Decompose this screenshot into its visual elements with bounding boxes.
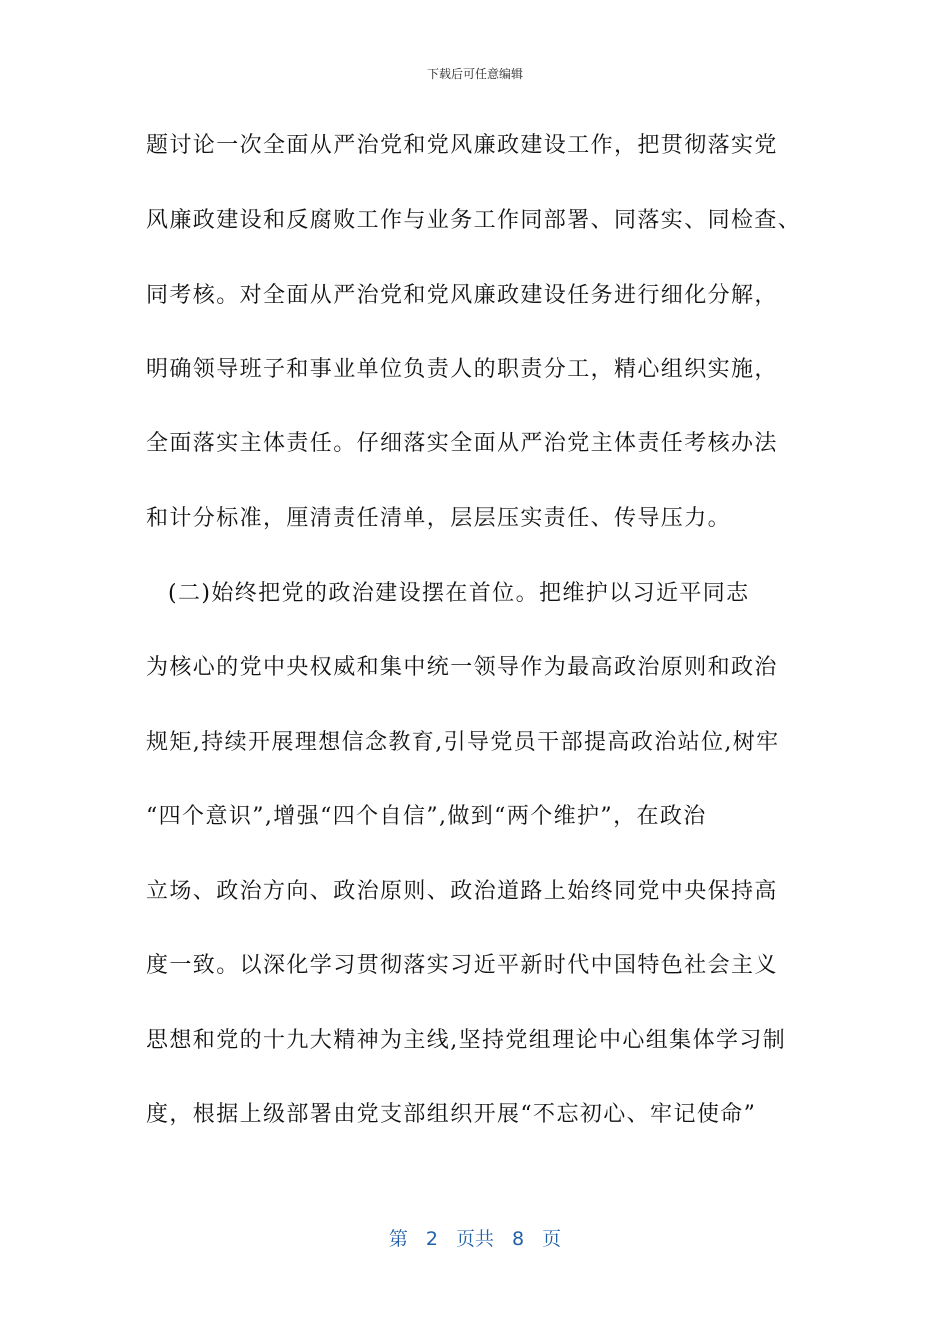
footer-current-page: 2: [425, 1228, 438, 1250]
body-line-14: 度，根据上级部署由党支部组织开展“不忘初心、牢记使命”: [146, 1102, 757, 1127]
footer-suffix: 页: [542, 1228, 562, 1250]
body-line-13: 思想和党的十九大精神为主线,坚持党组理论中心组集体学习制: [146, 1028, 787, 1053]
body-line-10: “四个意识”,增强“四个自信”,做到“两个维护”，在政治: [146, 804, 707, 829]
body-line-1: 题讨论一次全面从严治党和党风廉政建设工作，把贯彻落实党: [146, 133, 778, 158]
body-line-5: 全面落实主体责任。仔细落实全面从严治党主体责任考核办法: [146, 431, 778, 456]
body-line-6: 和计分标准，厘清责任清单，层层压实责任、传导压力。: [146, 506, 732, 531]
body-line-9: 规矩,持续开展理想信念教育,引导党员干部提高政治站位,树牢: [146, 730, 780, 755]
body-line-11: 立场、政治方向、政治原则、政治道路上始终同党中央保持高: [146, 879, 778, 904]
footer-middle: 页共: [455, 1228, 494, 1250]
body-line-7: (二)始终把党的政治建设摆在首位。把维护以习近平同志: [168, 581, 750, 606]
page-header: 下载后可任意编辑: [426, 67, 523, 81]
body-line-8: 为核心的党中央权威和集中统一领导作为最高政治原则和政治: [146, 655, 778, 680]
page-footer: [0, 1226, 950, 1252]
body-line-12: 度一致。以深化学习贯彻落实习近平新时代中国特色社会主义: [146, 953, 778, 978]
footer-total-pages: 8: [512, 1228, 525, 1250]
body-line-4: 明确领导班子和事业单位负责人的职责分工，精心组织实施，: [146, 357, 778, 382]
body-line-3: 同考核。对全面从严治党和党风廉政建设任务进行细化分解，: [146, 283, 778, 308]
footer-prefix: 第: [388, 1228, 408, 1250]
body-line-2: 风廉政建设和反腐败工作与业务工作同部署、同落实、同检查、: [146, 208, 802, 233]
